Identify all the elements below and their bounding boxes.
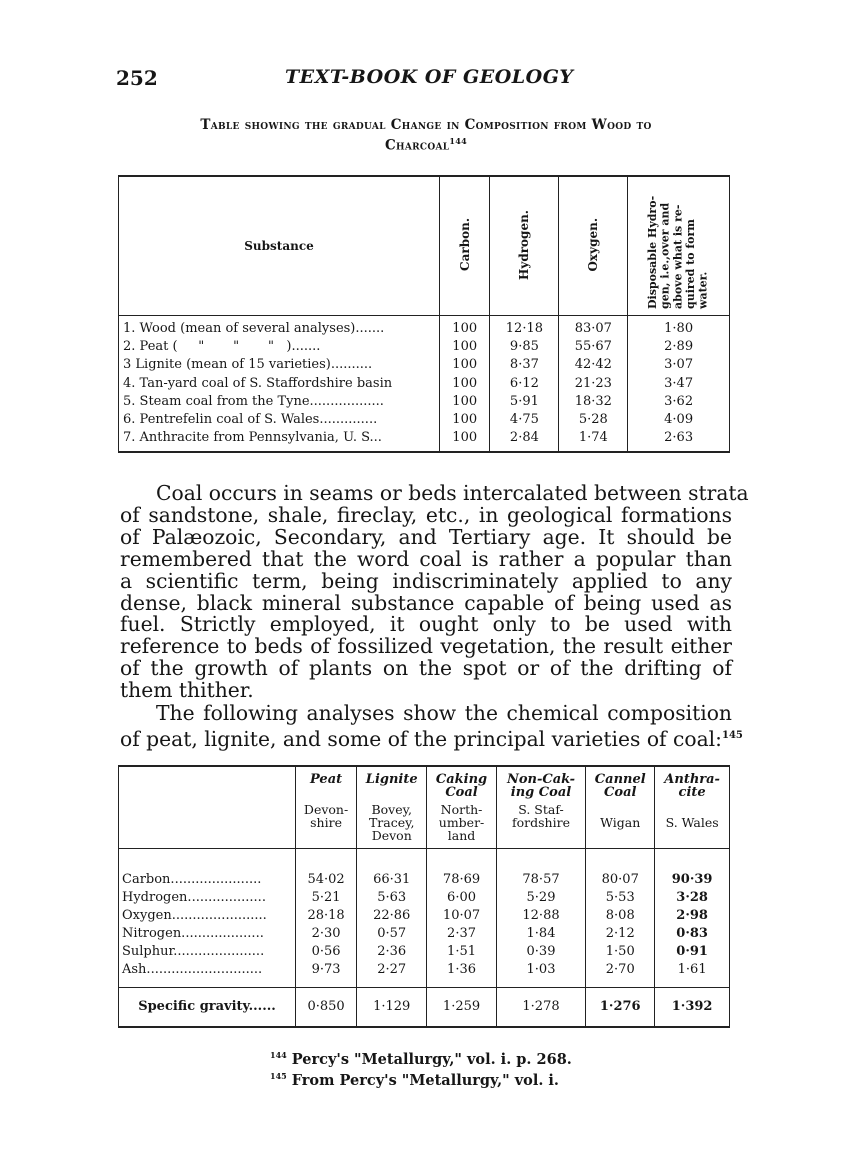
table-row xyxy=(119,907,730,925)
location-cannel-coal: Wigan xyxy=(586,803,655,849)
location-peat: Devon- shire xyxy=(296,803,357,849)
substance-cell: 4. Tan-yard coal of S. Staffordshire basin xyxy=(119,375,440,393)
value-cell: 1·392 xyxy=(655,988,730,1028)
paragraph-line: them thither. xyxy=(120,678,254,703)
carbon-cell: 100 xyxy=(440,356,490,374)
value-cell: 0·91 xyxy=(655,943,730,961)
footnote-145 xyxy=(270,1068,572,1089)
header-oxygen xyxy=(559,176,628,316)
paragraph-line: fuel. Strictly employed, it ought only to be used with xyxy=(120,612,732,637)
location-anthracite: S. Wales xyxy=(655,803,730,849)
carbon-cell: 100 xyxy=(440,393,490,411)
value-cell: 5·63 xyxy=(357,889,427,907)
value-cell: 1·259 xyxy=(427,988,496,1028)
paragraph-line: The following analyses show the chemical composition xyxy=(156,701,732,725)
location-caking-coal: North- umber- land xyxy=(427,803,496,849)
value-cell: 54·02 xyxy=(296,849,357,890)
table1-title-line1: Table showing the gradual Change in Composition from Wood to xyxy=(200,117,652,133)
value-cell: 1·84 xyxy=(496,925,585,943)
value-cell: 22·86 xyxy=(357,907,427,925)
header-blank xyxy=(119,766,296,849)
header-cannel-coal: Cannel Coal xyxy=(586,766,655,803)
value-cell: 1·276 xyxy=(586,988,655,1028)
disposable-cell: 1·80 xyxy=(628,316,730,339)
header-disposable-line1: Disposable Hydro- xyxy=(646,195,660,309)
header-carbon xyxy=(440,176,490,316)
table1-title-text: Charcoal xyxy=(384,137,450,154)
header-caking-coal: Caking Coal xyxy=(427,766,496,803)
header-hydrogen xyxy=(490,176,559,316)
table-row xyxy=(119,338,730,356)
value-cell: 1·278 xyxy=(496,988,585,1028)
table-row xyxy=(119,925,730,943)
paragraph-line: of sandstone, shale, fireclay, etc., in geological formations xyxy=(120,502,732,527)
header-anthracite: Anthra- cite xyxy=(655,766,730,803)
value-cell: 80·07 xyxy=(586,849,655,890)
header-lignite: Lignite xyxy=(357,766,427,803)
header-oxygen-text: Oxygen. xyxy=(586,217,601,272)
header-peat: Peat xyxy=(296,766,357,803)
value-cell: 8·08 xyxy=(586,907,655,925)
row-label: Nitrogen.................... xyxy=(119,925,296,943)
value-cell: 6·00 xyxy=(427,889,496,907)
header-hydrogen-text: Hydrogen. xyxy=(517,209,532,280)
header-disposable-hydrogen xyxy=(628,176,730,316)
value-cell: 0·56 xyxy=(296,943,357,961)
table1-title xyxy=(116,116,736,156)
carbon-cell: 100 xyxy=(440,375,490,393)
paragraph-line: a scientific term, being indiscriminately applied to any xyxy=(120,568,732,593)
hydrogen-cell: 12·18 xyxy=(490,316,559,339)
carbon-cell: 100 xyxy=(440,338,490,356)
table-row xyxy=(119,316,730,339)
carbon-cell: 100 xyxy=(440,411,490,429)
value-cell: 3·28 xyxy=(655,889,730,907)
table-row xyxy=(119,849,730,890)
row-label: Oxygen....................... xyxy=(119,907,296,925)
oxygen-cell: 21·23 xyxy=(559,375,628,393)
row-label: Specific gravity...... xyxy=(119,988,296,1028)
substance-cell: 1. Wood (mean of several analyses)....... xyxy=(119,316,440,339)
table1-title-line2 xyxy=(116,136,736,156)
disposable-cell: 2·89 xyxy=(628,338,730,356)
hydrogen-cell: 4·75 xyxy=(490,411,559,429)
value-cell: 2·30 xyxy=(296,925,357,943)
footnote-number: 145 xyxy=(270,1070,287,1081)
value-cell: 66·31 xyxy=(357,849,427,890)
value-cell: 5·29 xyxy=(496,889,585,907)
coal-analyses-table xyxy=(118,765,730,1028)
value-cell: 2·27 xyxy=(357,961,427,988)
table-row xyxy=(119,429,730,452)
footnote-text: Percy's "Metallurgy," vol. i. p. 268. xyxy=(286,1050,572,1068)
value-cell: 1·50 xyxy=(586,943,655,961)
table-row xyxy=(119,961,730,988)
row-label: Ash............................ xyxy=(119,961,296,988)
specific-gravity-row xyxy=(119,988,730,1028)
table-row xyxy=(119,411,730,429)
oxygen-cell: 55·67 xyxy=(559,338,628,356)
carbon-cell: 100 xyxy=(440,316,490,339)
footnote-ref-144: 144 xyxy=(449,135,468,146)
oxygen-cell: 18·32 xyxy=(559,393,628,411)
value-cell: 2·37 xyxy=(427,925,496,943)
footnotes xyxy=(270,1047,572,1089)
hydrogen-cell: 2·84 xyxy=(490,429,559,452)
value-cell: 1·129 xyxy=(357,988,427,1028)
value-cell: 2·70 xyxy=(586,961,655,988)
header-disposable-text xyxy=(647,181,710,309)
disposable-cell: 2·63 xyxy=(628,429,730,452)
disposable-cell: 3·07 xyxy=(628,356,730,374)
wood-to-charcoal-table xyxy=(118,175,730,453)
paragraph-line: Coal occurs in seams or beds intercalated between strata xyxy=(156,481,749,505)
paragraph-coal-occurrence xyxy=(120,481,749,703)
value-cell: 1·03 xyxy=(496,961,585,988)
paragraph-analyses-intro xyxy=(120,701,743,751)
value-cell: 2·12 xyxy=(586,925,655,943)
disposable-cell: 3·47 xyxy=(628,375,730,393)
value-cell: 12·88 xyxy=(496,907,585,925)
value-cell: 78·57 xyxy=(496,849,585,890)
carbon-cell: 100 xyxy=(440,429,490,452)
value-cell: 0·850 xyxy=(296,988,357,1028)
paragraph-line: of the growth of plants on the spot or of the drifting of xyxy=(120,656,732,681)
hydrogen-cell: 9·85 xyxy=(490,338,559,356)
value-cell: 90·39 xyxy=(655,849,730,890)
oxygen-cell: 5·28 xyxy=(559,411,628,429)
table-row xyxy=(119,889,730,907)
hydrogen-cell: 6·12 xyxy=(490,375,559,393)
value-cell: 2·36 xyxy=(357,943,427,961)
row-label: Hydrogen................... xyxy=(119,889,296,907)
running-title: TEXT-BOOK OF GEOLOGY xyxy=(285,66,574,88)
value-cell: 1·61 xyxy=(655,961,730,988)
disposable-cell: 3·62 xyxy=(628,393,730,411)
value-cell: 2·98 xyxy=(655,907,730,925)
hydrogen-cell: 8·37 xyxy=(490,356,559,374)
paragraph-line: of Palæozoic, Secondary, and Tertiary age. It should be xyxy=(120,524,732,549)
table-row xyxy=(119,943,730,961)
header-disposable-line2: gen, i.e.,over and xyxy=(658,202,672,309)
value-cell: 10·07 xyxy=(427,907,496,925)
value-cell: 78·69 xyxy=(427,849,496,890)
location-lignite: Bovey, Tracey, Devon xyxy=(357,803,427,849)
header-non-caking-coal: Non-Cak- ing Coal xyxy=(496,766,585,803)
paragraph-line: remembered that the word coal is rather a popular than xyxy=(120,546,732,571)
substance-cell: 5. Steam coal from the Tyne.................. xyxy=(119,393,440,411)
value-cell: 28·18 xyxy=(296,907,357,925)
paragraph-line xyxy=(120,725,743,751)
table-row xyxy=(119,375,730,393)
header-substance: Substance xyxy=(119,176,440,316)
value-cell: 1·51 xyxy=(427,943,496,961)
oxygen-cell: 42·42 xyxy=(559,356,628,374)
row-label: Carbon...................... xyxy=(119,849,296,890)
paragraph-line: reference to beds of fossilized vegetation, the result either xyxy=(120,634,732,659)
header-carbon-text: Carbon. xyxy=(457,218,472,271)
paragraph-line-text: of peat, lignite, and some of the principal varieties of coal: xyxy=(120,726,722,751)
footnote-144 xyxy=(270,1047,572,1068)
page-number: 252 xyxy=(116,66,158,90)
header-disposable-line3: above what is re- xyxy=(671,204,685,309)
value-cell: 0·39 xyxy=(496,943,585,961)
value-cell: 5·53 xyxy=(586,889,655,907)
disposable-cell: 4·09 xyxy=(628,411,730,429)
value-cell: 0·57 xyxy=(357,925,427,943)
substance-cell: 6. Pentrefelin coal of S. Wales.............. xyxy=(119,411,440,429)
value-cell: 9·73 xyxy=(296,961,357,988)
table-row xyxy=(119,356,730,374)
footnote-ref-145: 145 xyxy=(722,729,743,741)
hydrogen-cell: 5·91 xyxy=(490,393,559,411)
header-disposable-line5: water. xyxy=(696,271,710,309)
value-cell: 0·83 xyxy=(655,925,730,943)
value-cell: 5·21 xyxy=(296,889,357,907)
value-cell: 1·36 xyxy=(427,961,496,988)
footnote-text: From Percy's "Metallurgy," vol. i. xyxy=(286,1071,559,1089)
row-label: Sulphur...................... xyxy=(119,943,296,961)
paragraph-line: dense, black mineral substance capable of being used as xyxy=(120,590,732,615)
footnote-number: 144 xyxy=(270,1050,287,1060)
substance-cell: 2. Peat ( " " " )....... xyxy=(119,338,440,356)
oxygen-cell: 1·74 xyxy=(559,429,628,452)
table-row xyxy=(119,393,730,411)
oxygen-cell: 83·07 xyxy=(559,316,628,339)
substance-cell: 7. Anthracite from Pennsylvania, U. S... xyxy=(119,429,440,452)
location-non-caking-coal: S. Staf- fordshire xyxy=(496,803,585,849)
header-disposable-line4: quired to form xyxy=(683,218,697,309)
substance-cell: 3 Lignite (mean of 15 varieties).......... xyxy=(119,356,440,374)
